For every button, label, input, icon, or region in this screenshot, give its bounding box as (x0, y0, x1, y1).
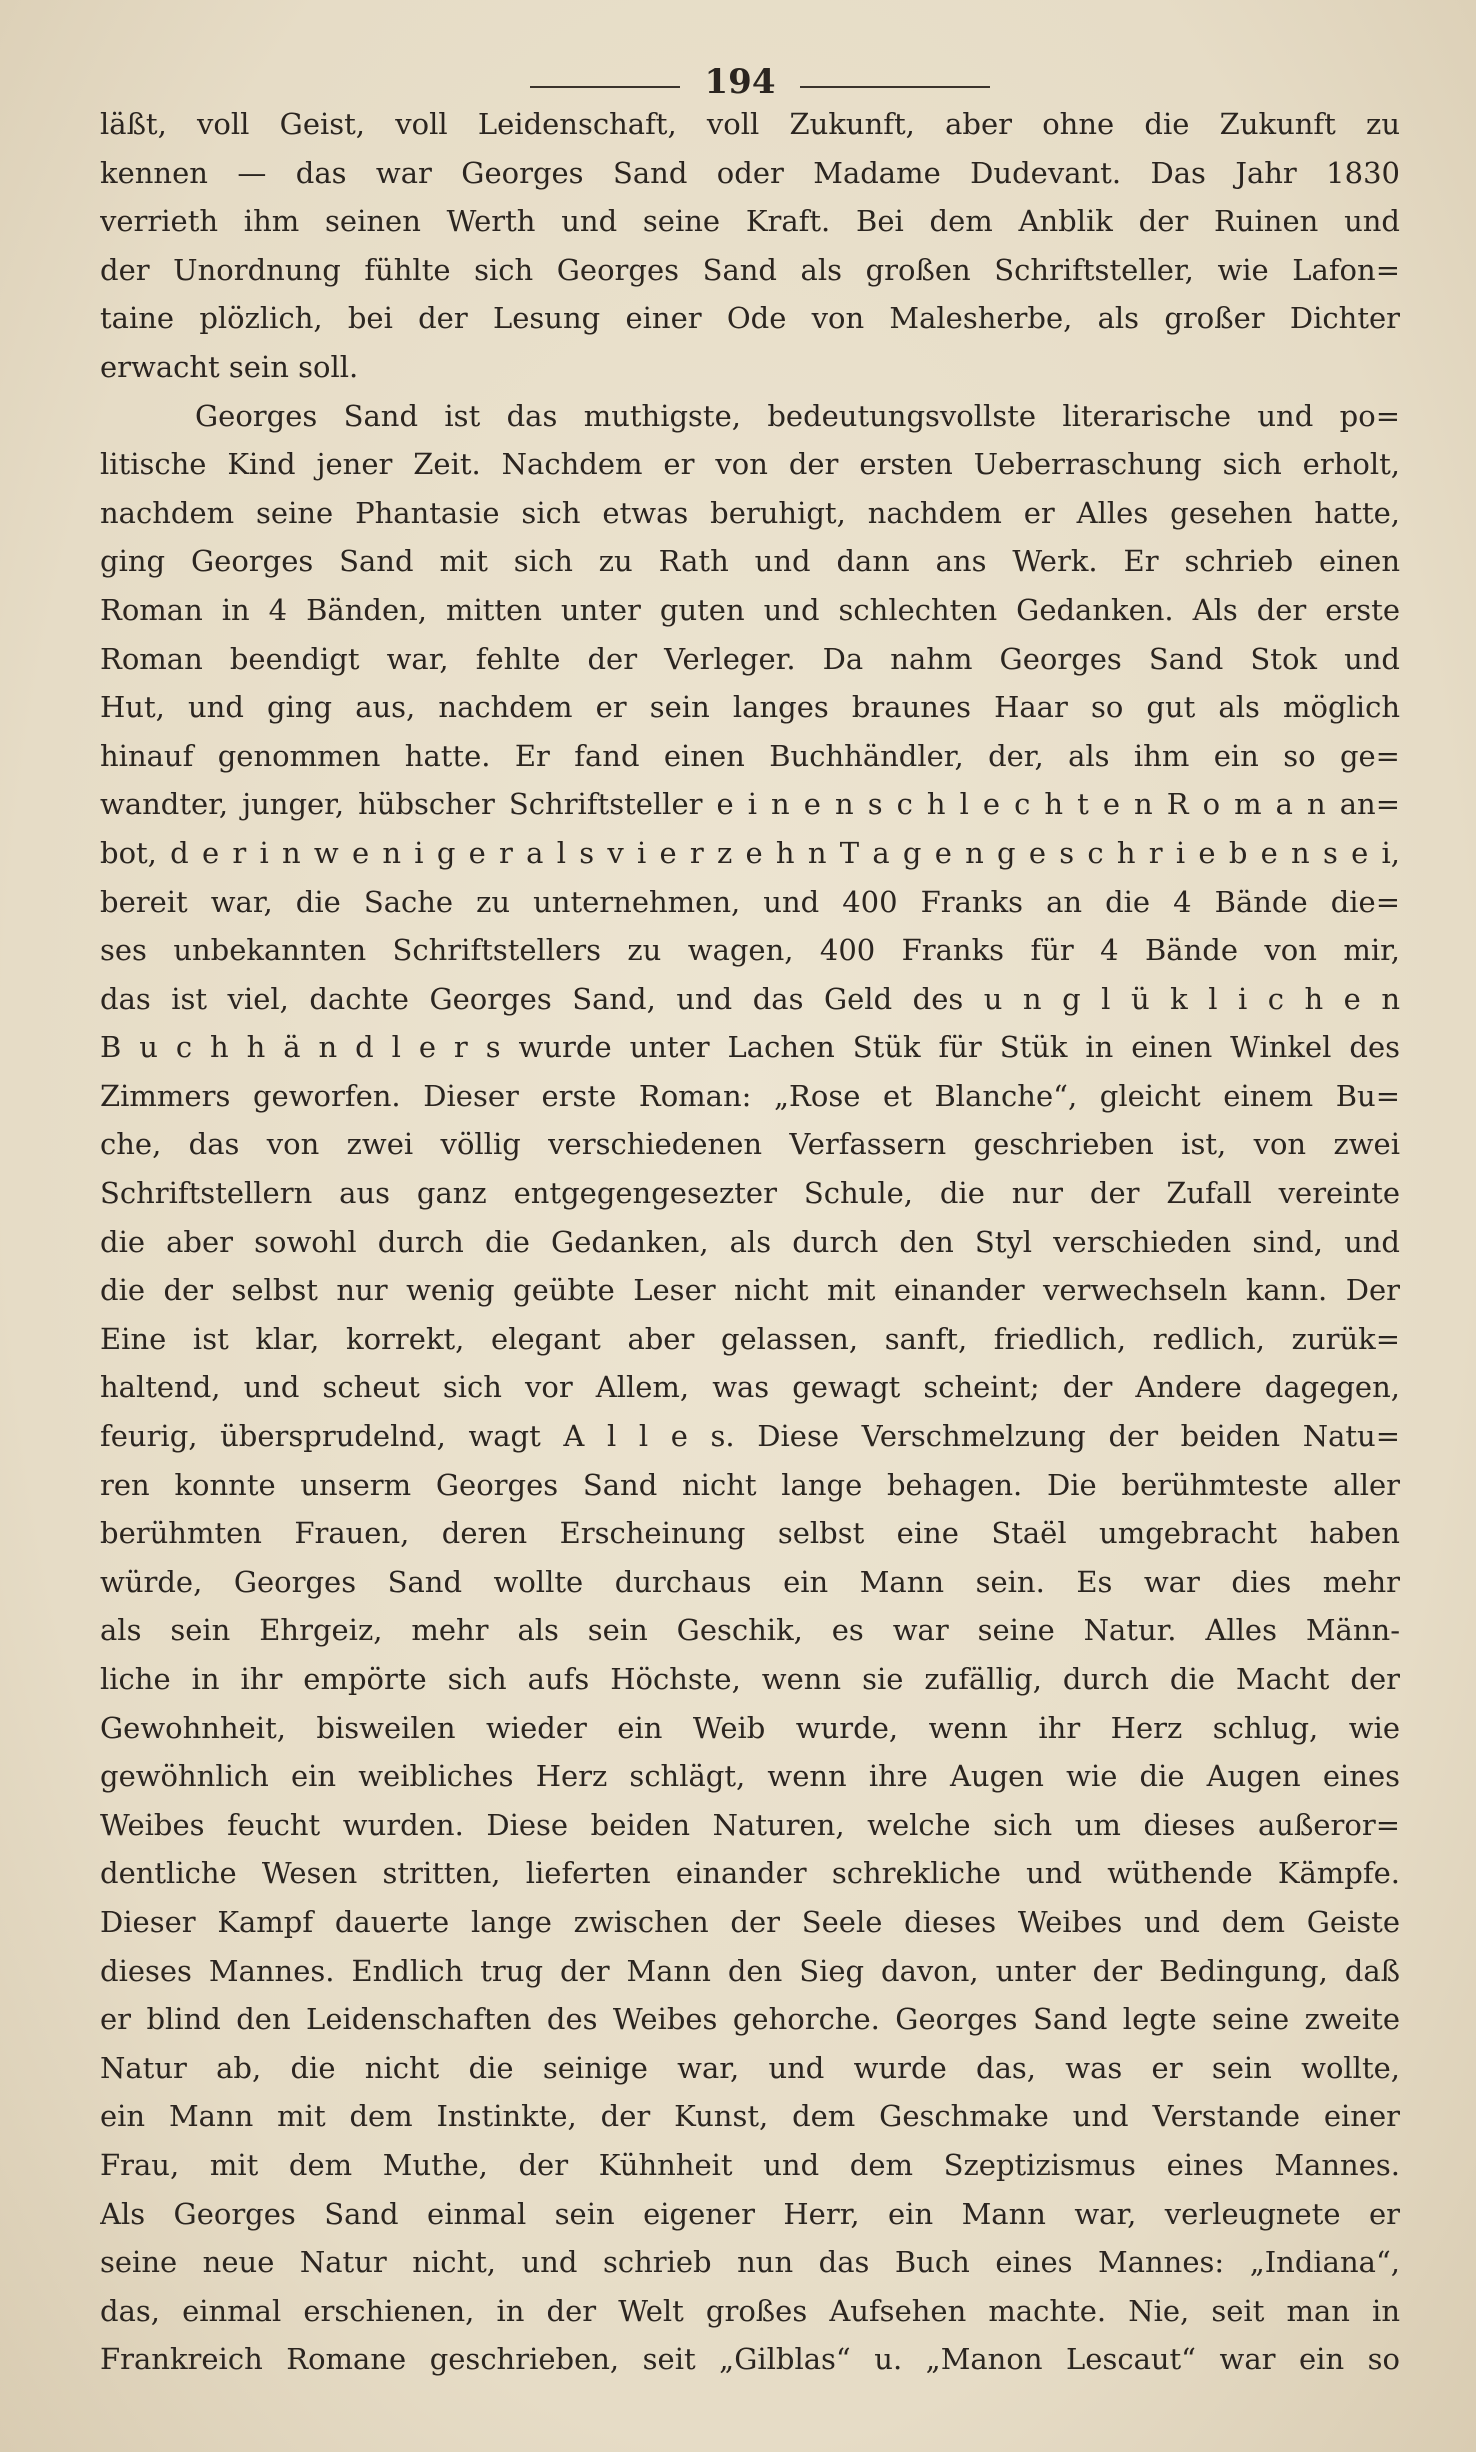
text-line: berühmten Frauen, deren Erscheinung selbst eine Staël umgebracht haben (100, 1516, 1400, 1551)
header-rule-left (530, 86, 680, 88)
text-line: das ist viel, dachte Georges Sand, und das Geld des u n g l ü k l i c h e n (100, 981, 1400, 1016)
text-line: taine plözlich, bei der Lesung einer Ode von Malesherbe, als großer Dichter (100, 301, 1400, 336)
text-line: das, einmal erschienen, in der Welt großes Aufsehen machte. Nie, seit man in (100, 2293, 1400, 2328)
text-line: Gewohnheit, bisweilen wieder ein Weib wurde, wenn ihr Herz schlug, wie (100, 1710, 1400, 1745)
text-line: Roman in 4 Bänden, mitten unter guten und schlechten Gedanken. Als der erste (100, 592, 1400, 627)
text-line: litische Kind jener Zeit. Nachdem er von der ersten Ueberraschung sich erholt, (100, 447, 1400, 482)
header-rule-right (800, 86, 990, 88)
text-line: B u c h h ä n d l e r s wurde unter Lachen Stük für Stük in einen Winkel des (100, 1030, 1400, 1065)
text-line: gewöhnlich ein weibliches Herz schlägt, wenn ihre Augen wie die Augen eines (100, 1759, 1400, 1794)
paragraph (100, 100, 1400, 392)
text-line: dieses Mannes. Endlich trug der Mann den Sieg davon, unter der Bedingung, daß (100, 1953, 1400, 1988)
text-line: verrieth ihm seinen Werth und seine Kraft. Bei dem Anblik der Ruinen und (100, 204, 1400, 239)
text-line: ses unbekannten Schriftstellers zu wagen, 400 Franks für 4 Bände von mir, (100, 933, 1400, 968)
text-line: nachdem seine Phantasie sich etwas beruhigt, nachdem er Alles gesehen hatte, (100, 495, 1400, 530)
text-line: wandter, junger, hübscher Schriftsteller e i n e n s c h l e c h t e n R o m a n an= (100, 787, 1400, 822)
text-line: Als Georges Sand einmal sein eigener Herr, ein Mann war, verleugnete er (100, 2196, 1400, 2231)
text-line: Hut, und ging aus, nachdem er sein langes braunes Haar so gut als möglich (100, 690, 1400, 725)
text-line: würde, Georges Sand wollte durchaus ein Mann sein. Es war dies mehr (100, 1564, 1400, 1599)
text-line: Frau, mit dem Muthe, der Kühnheit und dem Szeptizismus eines Mannes. (100, 2147, 1400, 2182)
text-line: die aber sowohl durch die Gedanken, als durch den Styl verschieden sind, und (100, 1224, 1400, 1259)
text-line: Natur ab, die nicht die seinige war, und wurde das, was er sein wollte, (100, 2050, 1400, 2085)
body-text (100, 100, 1400, 2384)
page-number: 194 (704, 62, 776, 102)
text-line: erwacht sein soll. (100, 349, 359, 384)
text-line: der Unordnung fühlte sich Georges Sand als großen Schriftsteller, wie Lafon= (100, 252, 1400, 287)
text-line: ren konnte unserm Georges Sand nicht lange behagen. Die berühmteste aller (100, 1467, 1400, 1502)
text-line: Weibes feucht wurden. Diese beiden Naturen, welche sich um dieses außeror= (100, 1807, 1400, 1842)
text-line: kennen — das war Georges Sand oder Madame Dudevant. Das Jahr 1830 (100, 155, 1400, 190)
text-line: Zimmers geworfen. Dieser erste Roman: „Rose et Blanche“, gleicht einem Bu= (100, 1078, 1400, 1113)
text-line: ging Georges Sand mit sich zu Rath und dann ans Werk. Er schrieb einen (100, 544, 1400, 579)
text-line: bereit war, die Sache zu unternehmen, und 400 Franks an die 4 Bände die= (100, 884, 1400, 919)
text-line: liche in ihr empörte sich aufs Höchste, wenn sie zufällig, durch die Macht der (100, 1662, 1400, 1696)
text-line: hinauf genommen hatte. Er fand einen Buchhändler, der, als ihm ein so ge= (100, 738, 1400, 773)
text-line: als sein Ehrgeiz, mehr als sein Geschik, es war seine Natur. Alles Männ- (100, 1613, 1400, 1648)
text-line: seine neue Natur nicht, und schrieb nun das Buch eines Mannes: „Indiana“, (100, 2245, 1400, 2280)
text-line: dentliche Wesen stritten, lieferten einander schrekliche und wüthende Kämpfe. (100, 1856, 1400, 1891)
text-line: Eine ist klar, korrekt, elegant aber gelassen, sanft, friedlich, redlich, zurük= (100, 1321, 1400, 1356)
text-line: Schriftstellern aus ganz entgegengesezter Schule, die nur der Zufall vereinte (100, 1176, 1400, 1211)
text-line: Georges Sand ist das muthigste, bedeutungsvollste literarische und po= (195, 398, 1400, 433)
text-line: Frankreich Romane geschrieben, seit „Gilblas“ u. „Manon Lescaut“ war ein so (100, 2342, 1400, 2377)
text-line: die der selbst nur wenig geübte Leser nicht mit einander verwechseln kann. Der (100, 1273, 1400, 1308)
text-line: bot, d e r i n w e n i g e r a l s v i e r z e h n T a g e n g e s c h r i e b e n s e i, (100, 835, 1400, 870)
text-line: Roman beendigt war, fehlte der Verleger. Da nahm Georges Sand Stok und (100, 641, 1400, 676)
paragraph (100, 392, 1400, 2384)
text-line: er blind den Leidenschaften des Weibes gehorche. Georges Sand legte seine zweite (100, 2002, 1400, 2037)
text-line: ein Mann mit dem Instinkte, der Kunst, dem Geschmake und Verstande einer (100, 2099, 1400, 2134)
text-line: Dieser Kampf dauerte lange zwischen der Seele dieses Weibes und dem Geiste (100, 1904, 1400, 1939)
text-line: feurig, übersprudelnd, wagt A l l e s. Diese Verschmelzung der beiden Natu= (100, 1419, 1400, 1454)
text-line: che, das von zwei völlig verschiedenen Verfassern geschrieben ist, von zwei (100, 1127, 1400, 1162)
text-line: läßt, voll Geist, voll Leidenschaft, voll Zukunft, aber ohne die Zukunft zu (100, 107, 1400, 141)
text-line: haltend, und scheut sich vor Allem, was gewagt scheint; der Andere dagegen, (100, 1370, 1400, 1405)
